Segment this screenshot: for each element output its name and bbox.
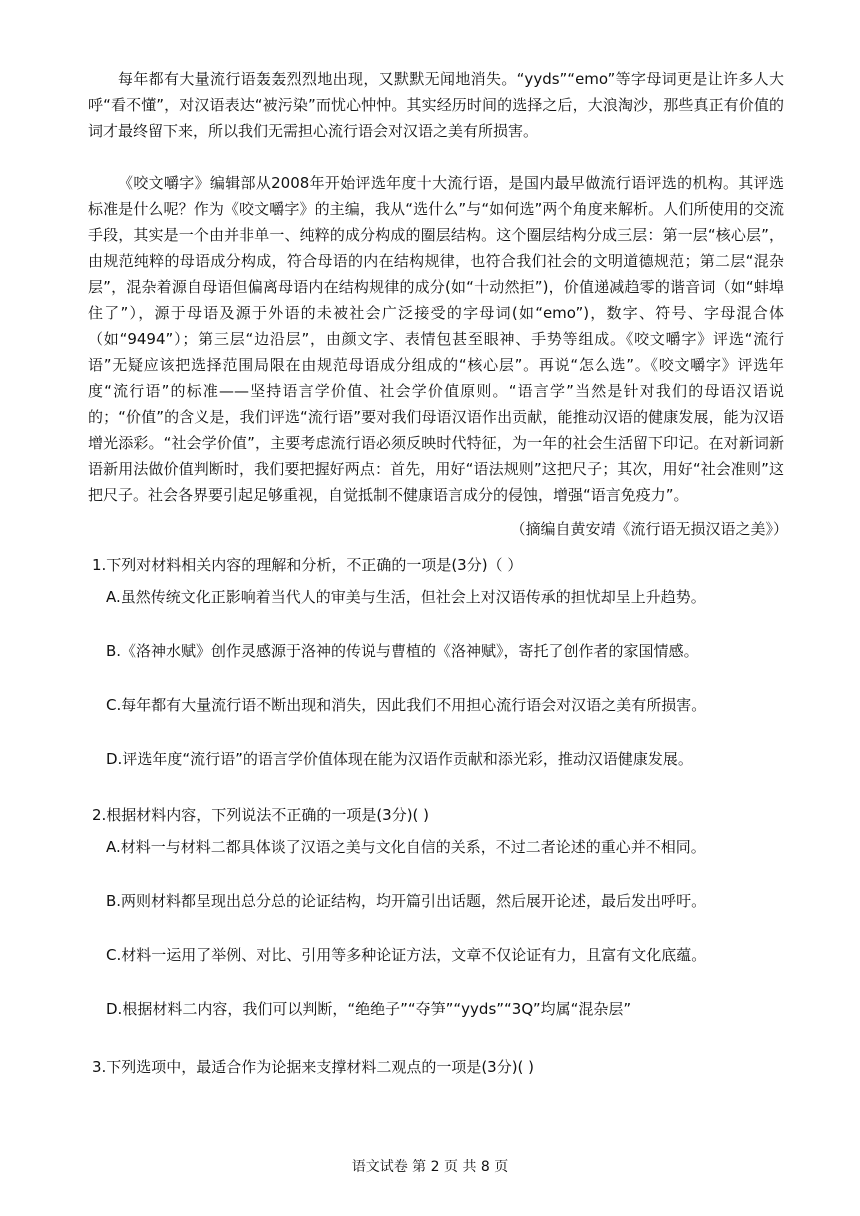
- question-2-option-b: B.两则材料都呈现出总分总的论证结构，均开篇引出话题，然后展开论述，最后发出呼吁。: [106, 892, 707, 910]
- question-2-stem: 2.根据材料内容，下列说法不正确的一项是(3分)( ): [92, 806, 430, 824]
- material-paragraph-2: 《咬文嚼字》编辑部从2008年开始评选年度十大流行语，是国内最早做流行语评选的机构。其评选标准是什么呢？作为《咬文嚼字》的主编，我从“选什么”与“如何选”两个角度来解析。人们所使用的交流手段，其实是一个由并非单一、纯粹的成分构成的圈层结构。这个圈层结构分成三层：第一层“核心层”，由规范纯粹的母语成分构成，符合母语的内在结构规律，也符合我们社会的文明道德规范；第二层“混杂层”，混杂着源自母语但偏离母语内在结构规律的成分(如“十动然拒”)，价值递减趋零的谐音词（如“蚌埠住了”），源于母语及源于外语的未被社会广泛接受的字母词(如“emo”)，数字、符号、字母混合体（如“9494”）；第三层“边沿层”，由颜文字、表情包甚至眼神、手势等组成。《咬文嚼字》评选“流行语”无疑应该把选择范围局限在由规范母语成分组成的“核心层”。再说“怎么选”。《咬文嚼字》评选年度“流行语”的标准——坚持语言学价值、社会学价值原则。“语言学”当然是针对我们的母语汉语说的；“价值”的含义是，我们评选“流行语”要对我们母语汉语作出贡献，能推动汉语的健康发展，能为汉语增光添彩。“社会学价值”，主要考虑流行语必须反映时代特征，为一年的社会生活留下印记。在对新词新语新用法做价值判断时，我们要把握好两点：首先，用好“语法规则”这把尺子；其次，用好“社会准则”这把尺子。社会各界要引起足够重视，自觉抵制不健康语言成分的侵蚀，增强“语言免疫力”。: [88, 174, 784, 504]
- question-2-option-d: D.根据材料二内容，我们可以判断，“绝绝子”“夺笋”“yyds”“3Q”均属“混杂层”: [106, 1000, 632, 1018]
- question-2-option-a: A.材料一与材料二都具体谈了汉语之美与文化自信的关系，不过二者论述的重心并不相同。: [106, 838, 706, 856]
- question-2-option-c: C.材料一运用了举例、对比、引用等多种论证方法，文章不仅论证有力，且富有文化底蕴。: [106, 946, 707, 964]
- question-1-option-b: B.《洛神水赋》创作灵感源于洛神的传说与曹植的《洛神赋》，寄托了创作者的家国情感。: [106, 642, 699, 660]
- question-1-option-c: C.每年都有大量流行语不断出现和消失，因此我们不用担心流行语会对汉语之美有所损害。: [106, 696, 707, 714]
- question-3-stem: 3.下列选项中，最适合作为论据来支撑材料二观点的一项是(3分)( ): [92, 1058, 535, 1076]
- question-1-option-a: A.虽然传统文化正影响着当代人的审美与生活，但社会上对汉语传承的担忧却呈上升趋势。: [106, 588, 706, 606]
- question-1-stem: 1.下列对材料相关内容的理解和分析，不正确的一项是(3分)（ ）: [92, 556, 523, 574]
- page-footer: 语文试卷 第 2 页 共 8 页: [351, 1159, 509, 1175]
- material-source: （摘编自黄安靖《流行语无损汉语之美》）: [510, 520, 788, 538]
- question-1-option-d: D.评选年度“流行语”的语言学价值体现在能为汉语作贡献和添光彩，推动汉语健康发展。: [106, 750, 693, 768]
- material-paragraph-1: 每年都有大量流行语轰轰烈烈地出现，又默默无闻地消失。“yyds”“emo”等字母词更是让许多人大呼“看不懂”，对汉语表达“被污染”而忧心忡忡。其实经历时间的选择之后，大浪淘沙，那些真正有价值的词才最终留下来，所以我们无需担心流行语会对汉语之美有所损害。: [88, 70, 784, 140]
